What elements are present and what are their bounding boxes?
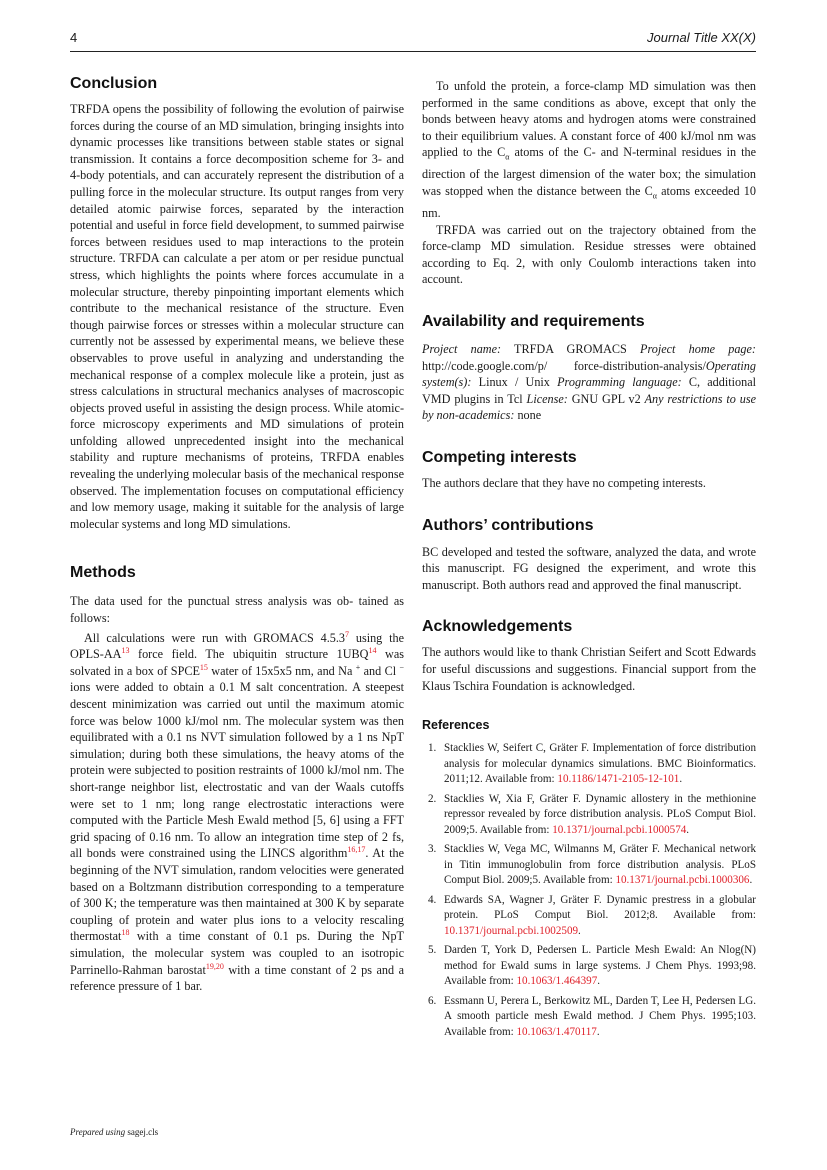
citation-7[interactable]: 7 <box>345 629 350 639</box>
reference-doi-link[interactable]: 10.1371/journal.pcbi.1000574 <box>552 823 687 836</box>
reference-item: 6. Essmann U, Perera L, Berkowitz ML, Darden T, Lee H, Pedersen LG. A smooth particle mesh Ewald method. J Chem Phys. 1995;103. Available from: 10.1063/1.470117. <box>428 994 756 1038</box>
contributions-heading: Authors’ contributions <box>422 516 594 534</box>
citation-19-20[interactable]: 19,20 <box>205 961 224 971</box>
left-column <box>70 74 404 995</box>
acknowledgements-heading: Acknowledgements <box>422 618 573 636</box>
page-footer: Prepared using sagej.cls <box>70 1127 159 1137</box>
availability-paragraph: Project name: TRFDA GROMACS Project home page: http://code.google.com/p/ force-distribution-analysis/Operating system(s): Linux / Unix Programming language: C, additional VMD plugins in Tcl License: GNU GPL v2 Any restrictions to use by non-academics: none <box>422 342 756 423</box>
references-heading: References <box>422 718 490 733</box>
journal-title: Journal Title XX(X) <box>647 30 756 45</box>
reference-doi-link[interactable]: 10.1063/1.470117 <box>516 1025 597 1038</box>
reference-doi-link[interactable]: 10.1186/1471-2105-12-101 <box>557 773 680 786</box>
reference-item: 1. Stacklies W, Seifert C, Gräter F. Implementation of force distribution analysis for molecular dynamics simulations. BMC Bioinformatics. 2011;12. Available from: 10.1186/1471-2105-12-101. <box>428 742 756 786</box>
page-header <box>70 30 756 52</box>
competing-paragraph: The authors declare that they have no competing interests. <box>422 475 706 490</box>
reference-item: 5. Darden T, York D, Pedersen L. Particle Mesh Ewald: An Nlog(N) method for Ewald sums in large systems. J Chem Phys. 1993;98. Available from: 10.1063/1.464397. <box>428 944 756 988</box>
reference-item: 2. Stacklies W, Xia F, Gräter F. Dynamic allostery in the methionine repressor revealed by force distribution analysis. PLoS Comput Biol. 2009;5. Available from: 10.1371/journal.pcbi.1000574. <box>428 792 756 836</box>
contributions-paragraph: BC developed and tested the software, analyzed the data, and wrote this manuscript. FG designed the experiment, and wrote this manuscript. Both authors read and approved the final manuscript. <box>422 544 756 592</box>
methods-paragraph-1: All calculations were run with GROMACS 4.5.3$^7$ using the OPLS-AA$^{13}$ force field. The ubiquitin structure 1UBQ$^{14}$ was solvated in a box of SPCE$^{15}$ water of 15x5x5 nm, and Na + and Cl − ions were added to obtain a 0.1 M salt concentration. A steepest descent minimization was carried out until the maximum atomic force was below 1000 kJ/mol nm. The molecular system was then equilibrated with a 0.1 ns NVT simulation followed by a 1 ns NpT simulation; during both these simulations, the heavy atoms of the protein were subjected to position restraints of 1000 kJ/mol nm. The short-range neighbor list, electrostatic and van der Waals cutoffs were set to 1 nm; long range electrostatic interactions were computed with the Particle Mesh Ewald method [5, 6] using a FFT grid spacing of 0.16 nm. To allow an integration time step of 2 fs, all bonds were constrained using the LINCS algorithm$^{16,17}$. At the beginning of the NVT simulation, random velocities were generated based on a Boltzmann distribution corresponding to a temperature of 300 K; the temperature was then maintained at 300 K by separate coupling of protein and water plus ions to a velocity rescaling thermostat$^{18}$ with a time constant of 0.1 ps. During the NpT simulation, the molecular system was coupled to an isotropic Parrinello-Rahman barostat$^{19,20}$ with a time constant of 2 ps and a reference pressure of 1 bar. <box>70 629 404 994</box>
reference-doi-link[interactable]: 10.1371/journal.pcbi.1000306 <box>615 874 750 887</box>
reference-item: 3. Stacklies W, Vega MC, Wilmanns M, Gräter F. Mechanical network in Titin immunoglobulin from force distribution analysis. PLoS Comput Biol. 2009;5. Available from: 10.1371/journal.pcbi.1000306. <box>428 843 756 887</box>
conclusion-heading: Conclusion <box>70 75 158 92</box>
methods-intro: The data used for the punctual stress analysis was ob- tained as follows: <box>70 594 404 626</box>
availability-heading: Availability and requirements <box>422 313 645 330</box>
reference-doi-link[interactable]: 10.1063/1.464397 <box>516 975 598 988</box>
citation-14[interactable]: 14 <box>368 646 377 656</box>
methods-paragraph-3: TRFDA was carried out on the trajectory obtained from the force-clamp MD simulation. Residue stresses were obtained according to Eq. 2, with only Coulomb interactions taken into account. <box>422 222 756 287</box>
citation-15[interactable]: 15 <box>199 662 208 672</box>
methods-paragraph-2: To unfold the protein, a force-clamp MD simulation was then performed in the same conditions as above, except that only the bonds between heavy atoms and hydrogen atoms were constrained to their equilibrium values. A constant force of 400 kJ/mol nm was applied to the $C_\alpha$ atoms of the C- and N-terminal residues in the direction of the largest dimension of the water box; the simulation was stopped when the distance between the $C_\alpha$ atoms exceeded 10 nm. <box>422 79 756 221</box>
page-number: 4 <box>70 30 78 45</box>
references-list <box>422 741 756 1040</box>
citation-13[interactable]: 13 <box>121 646 130 656</box>
conclusion-paragraph: TRFDA opens the possibility of following the evolution of pairwise forces during the course of an MD simulation, bringing insights into dynamic processes like transitions between stable states or signal transmission. It contains a force decomposition scheme for 3- and 4-body potentials, and can accurately represent the distribution of a pulling force in the molecular structure. Its output ranges from very detailed atomic pairwise forces, separated by the interaction potential and useful in force field development, to summed pairwise forces between residues used to map interactions to the protein structure. TRFDA can calculate a per atom or per residue punctual stress, which highlights the points where forces accumulate in a molecular structure, thereby pinpointing important elements which contribute to the mechanical resistance of the structure. Even though pairwise forces or stresses within a molecular structure can currently not be assessed by experimental means, we believe these observables to prove useful in analyzing and understanding the mechanical response of a complex molecule like a protein, just as stress calculations in structural mechanics analyses of macroscopic objects proved useful in assisting the design process. While atomic-force microscopy experiments and MD simulations of protein unfolding allowed unprecedented insight into the mechanical stability and rupture mechanisms of proteins, TRFDA enables revealing the underlying molecular basis of the mechanical response observed. The implementation focuses on computational efficiency and low memory usage, making it suitable for the analysis of large molecular systems and long MD simulations. <box>70 102 404 531</box>
right-column <box>422 78 756 1044</box>
citation-18[interactable]: 18 <box>121 928 130 938</box>
reference-doi-link[interactable]: 10.1371/journal.pcbi.1002509 <box>444 924 579 937</box>
competing-heading: Competing interests <box>422 448 577 466</box>
reference-item: 4. Edwards SA, Wagner J, Gräter F. Dynamic prestress in a globular protein. PLoS Comput Biol. 2012;8. Available from: 10.1371/journal.pcbi.1002509. <box>428 893 756 937</box>
citation-16-17[interactable]: 16,17 <box>347 845 366 855</box>
acknowledgements-paragraph: The authors would like to thank Christian Seifert and Scott Edwards for useful discussions and suggestions. Financial support from the Klaus Tschira Foundation is acknowledged. <box>422 645 756 693</box>
methods-heading: Methods <box>70 564 136 582</box>
